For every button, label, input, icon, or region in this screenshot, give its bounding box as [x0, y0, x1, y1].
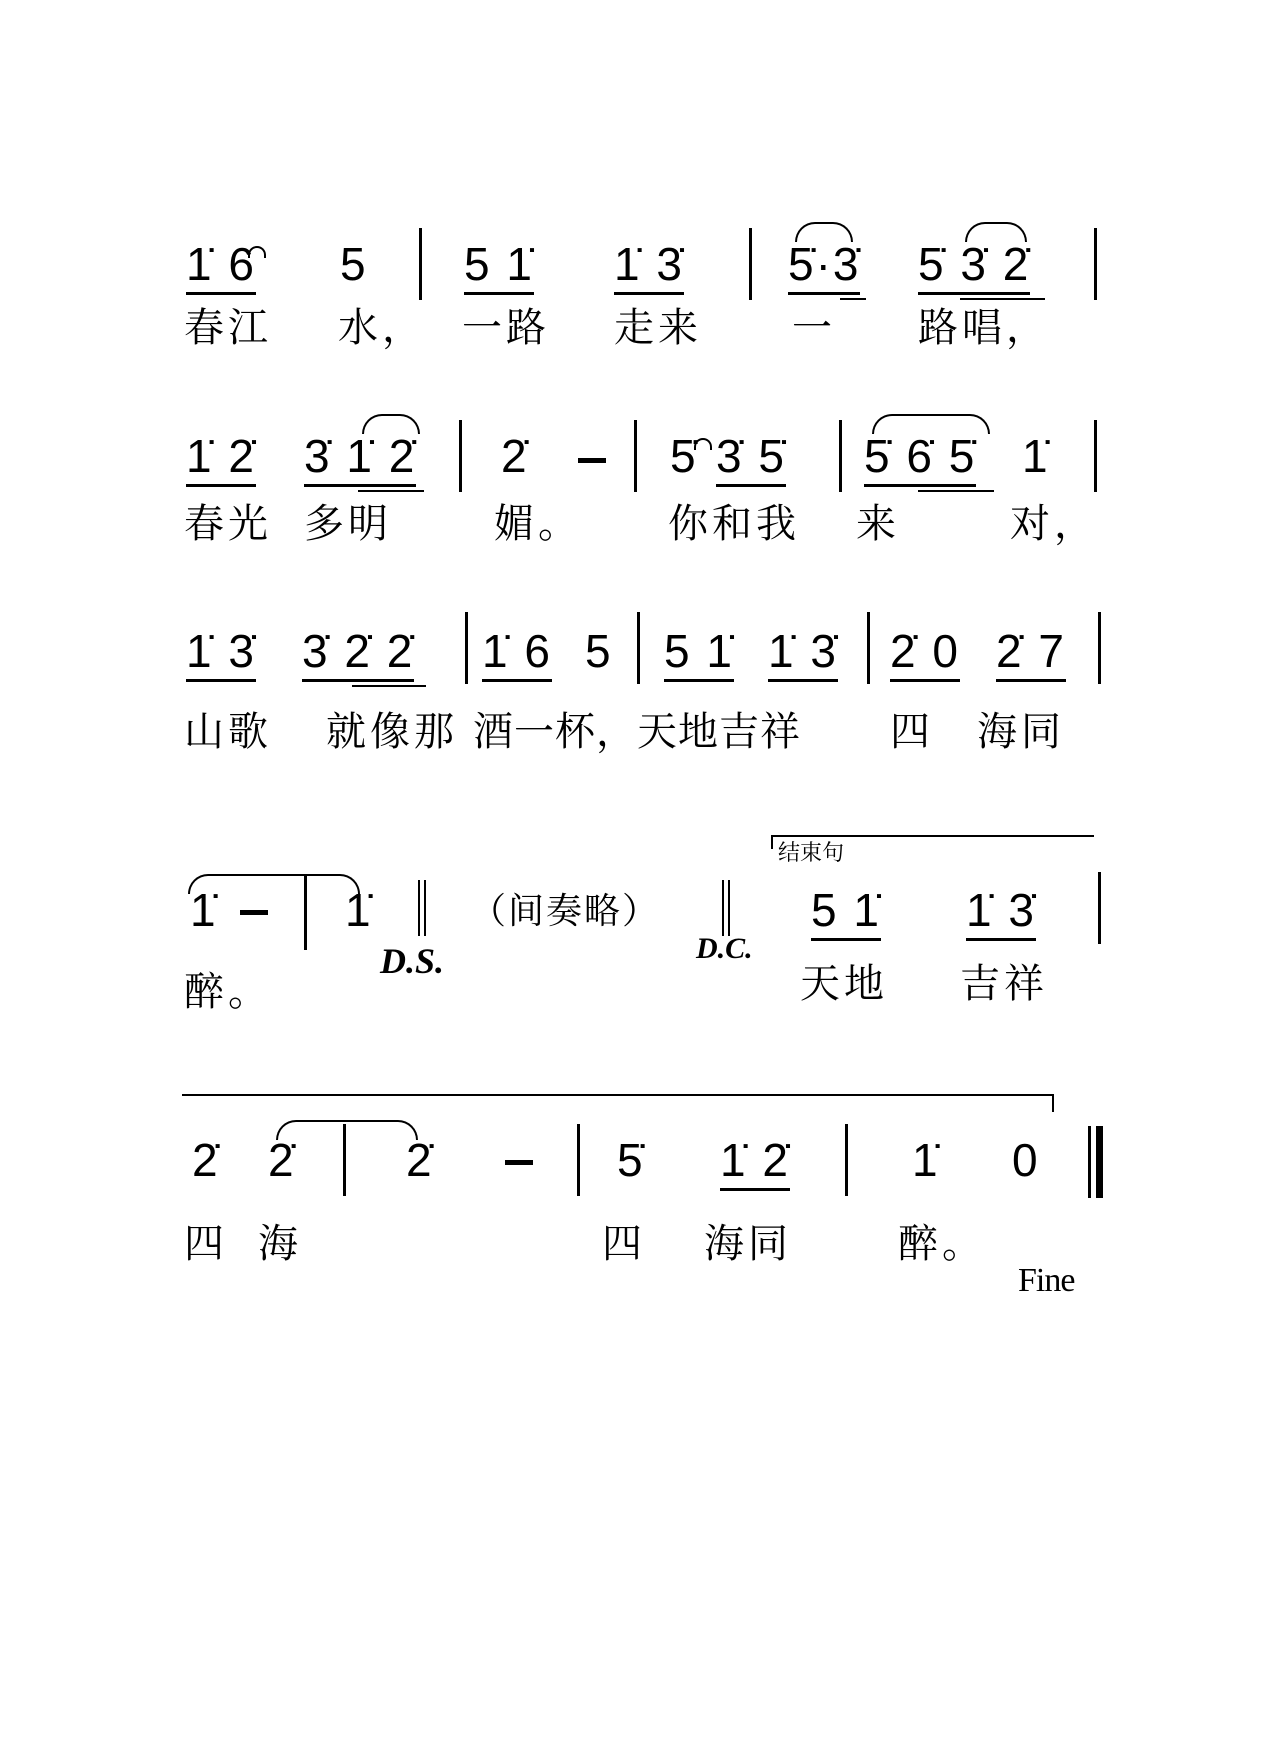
extension-dash [578, 458, 606, 463]
ending-label: 结束句 [778, 841, 845, 866]
note: 1̇ [1022, 430, 1050, 482]
barline [304, 874, 307, 950]
double-barline [728, 880, 730, 936]
dal-segno-mark: D.S. [380, 941, 445, 981]
barline [343, 1124, 346, 1196]
note: 5̇ [670, 430, 698, 482]
barline [845, 1124, 848, 1196]
barline [749, 228, 752, 300]
lyric: 醉。 [898, 1221, 986, 1267]
note-group: 5 1̇ [464, 238, 534, 295]
lyric: 海同 [704, 1221, 792, 1267]
note-group: 1̇ 3̇ [768, 625, 838, 682]
slur [248, 246, 266, 258]
lyric: 醉。 [184, 969, 272, 1015]
lyric: 山歌 [184, 709, 272, 755]
ending-bracket-tick [771, 835, 773, 849]
lyric: 一 [792, 305, 836, 351]
note-group: 2̇ 0 [890, 625, 960, 682]
note-group: 1̇ 3̇ [614, 238, 684, 295]
note: 0 [1012, 1134, 1040, 1186]
note-group: 1̇ 3̇ [186, 625, 256, 682]
barline [867, 612, 870, 684]
lyric: 媚。 [494, 501, 582, 547]
note-group: 2̇ 7 [996, 625, 1066, 682]
note: 2̇ [406, 1134, 434, 1186]
sixteenth-beam [918, 490, 994, 492]
da-capo-mark: D.C. [696, 932, 753, 965]
lyric: 天地 [800, 961, 888, 1007]
lyric: 酒一杯，天地吉祥 [473, 709, 801, 755]
final-barline-thick [1096, 1126, 1103, 1198]
note-group: 1̇ 6 [482, 625, 552, 682]
ending-bracket [182, 1094, 1053, 1096]
double-barline [722, 880, 724, 936]
note: 1̇ [190, 884, 218, 936]
fine-mark: Fine [1018, 1262, 1075, 1299]
final-barline-thin [1088, 1126, 1091, 1198]
barline [459, 420, 462, 492]
sixteenth-beam [960, 298, 1045, 300]
lyric: 来 [856, 501, 900, 547]
note: 1̇ [912, 1134, 940, 1186]
note-group: 1̇ 2̇ [720, 1134, 790, 1191]
lyric: 你和我 [668, 501, 800, 547]
double-barline [424, 880, 426, 936]
note-group: 3̇ 5̇ [716, 430, 786, 487]
lyric: 四 [184, 1221, 228, 1267]
note-group: 5̇ 3̇ 2̇ [918, 238, 1030, 295]
sixteenth-beam [358, 490, 424, 492]
lyric: 四 [890, 709, 934, 755]
note: 2̇ [192, 1134, 220, 1186]
extension-dash [505, 1160, 533, 1165]
sixteenth-beam [840, 298, 866, 300]
lyric: 吉祥 [960, 961, 1048, 1007]
lyric: 四 [602, 1221, 646, 1267]
lyric: 海 [258, 1221, 302, 1267]
extension-dash [240, 910, 268, 915]
note-group: 1̇ 6 [186, 238, 256, 295]
lyric: 多明 [304, 501, 392, 547]
note: 2̇ [501, 430, 529, 482]
note-group: 3̇ 2̇ 2̇ [302, 625, 414, 682]
barline [419, 228, 422, 300]
note-group: 1̇ 3̇ [966, 884, 1036, 941]
note-group: 5̇·3̇ [788, 238, 860, 295]
lyric: 路唱， [918, 305, 1050, 351]
note: 5 [340, 238, 368, 290]
sixteenth-beam [352, 685, 426, 687]
note-group: 5 1̇ [811, 884, 881, 941]
lyric: 春江 [184, 305, 272, 351]
lyric: 春光 [184, 501, 272, 547]
note: 1̇ [345, 884, 373, 936]
note: 5 [585, 625, 613, 677]
lyric: 就像那 [326, 709, 458, 755]
barline [1094, 420, 1097, 492]
barline [637, 612, 640, 684]
note-group: 5̇ 6̇ 5̇ [864, 430, 976, 487]
slur [694, 438, 712, 450]
barline [465, 612, 468, 684]
barline [577, 1124, 580, 1196]
lyric: 走来 [614, 305, 702, 351]
ending-bracket-tick [1052, 1094, 1054, 1112]
note-group: 1̇ 2̇ [186, 430, 256, 487]
barline [839, 420, 842, 492]
interlude-note: （间奏略） [470, 891, 661, 932]
note-group: 5 1̇ [664, 625, 734, 682]
lyric: 一路 [462, 305, 550, 351]
note-group: 3̇ 1̇ 2̇ [304, 430, 416, 487]
lyric: 对， [1010, 501, 1098, 547]
note: 5̇ [617, 1134, 645, 1186]
barline [1098, 612, 1101, 684]
double-barline [418, 880, 420, 936]
barline [1098, 872, 1101, 944]
note: 2̇ [268, 1134, 296, 1186]
tie [276, 1120, 418, 1140]
lyric: 海同 [977, 709, 1065, 755]
lyric: 水， [338, 305, 426, 351]
barline [634, 420, 637, 492]
barline [1094, 228, 1097, 300]
